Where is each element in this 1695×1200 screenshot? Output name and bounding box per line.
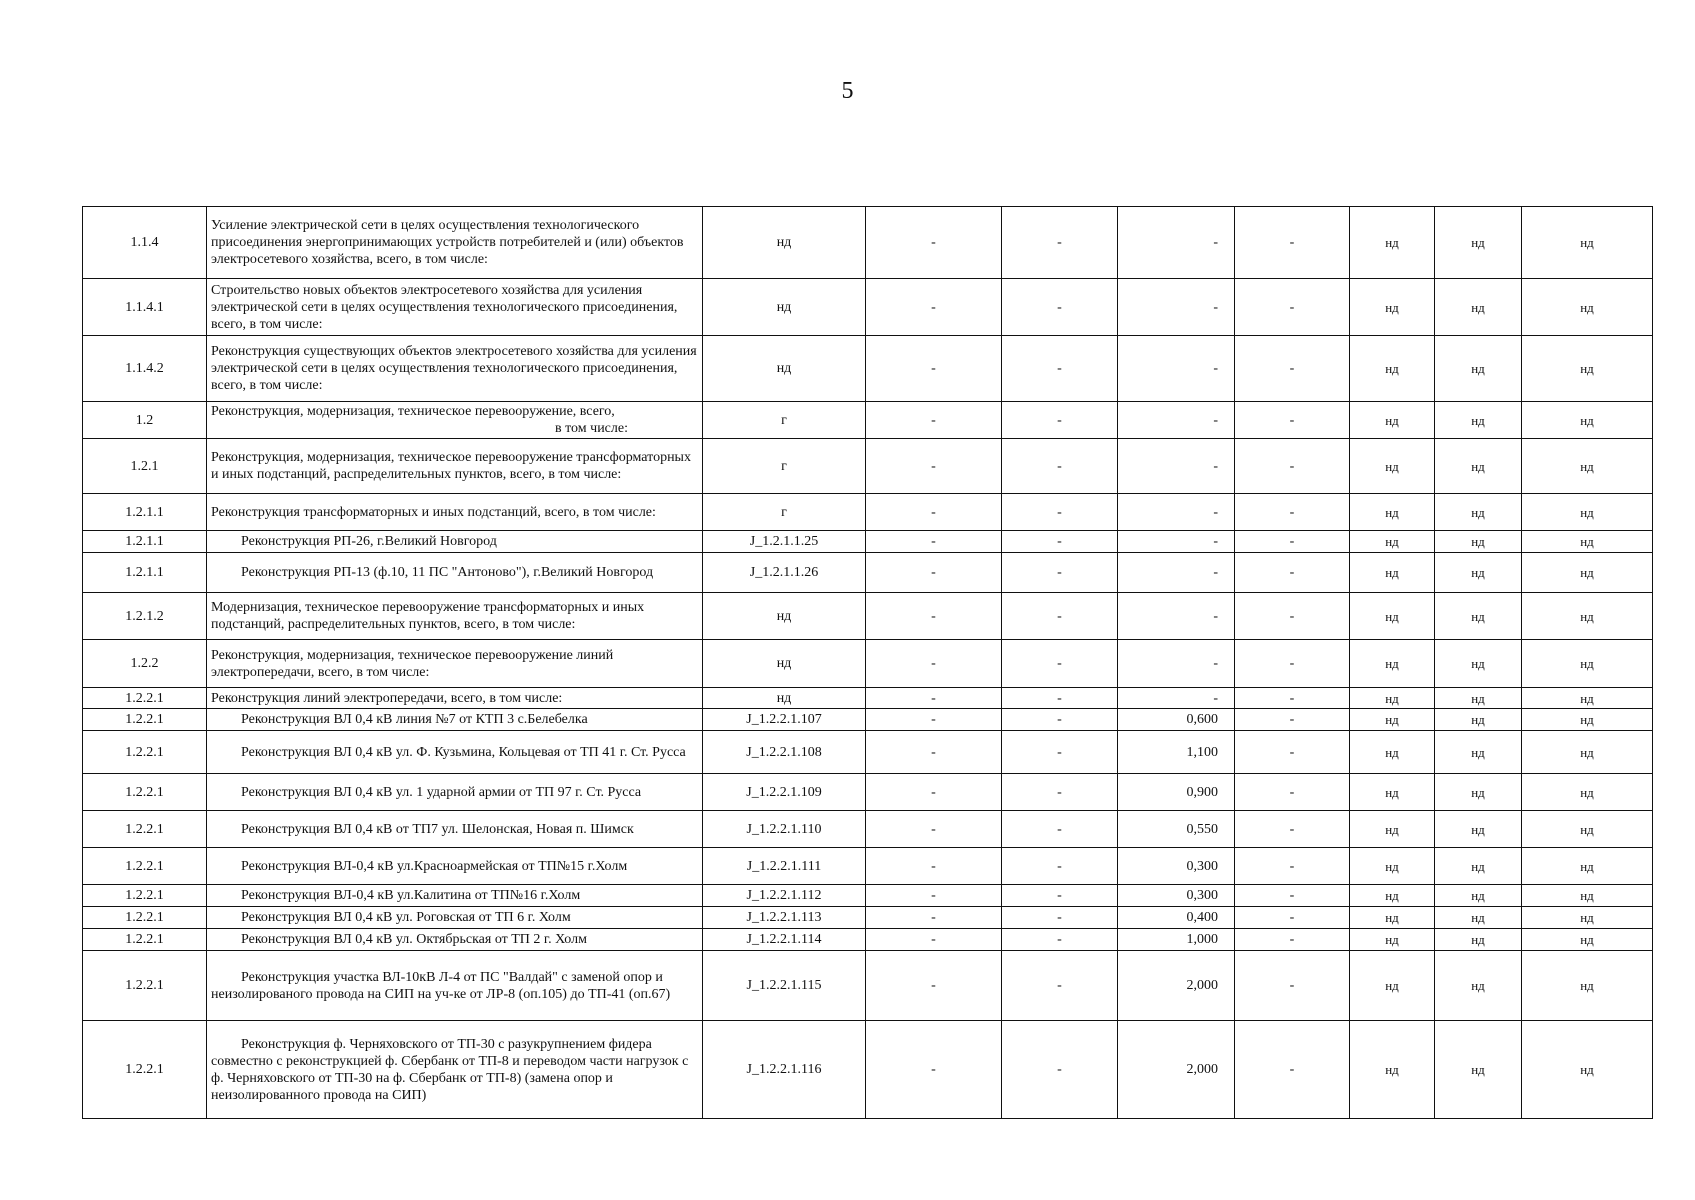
nd-cell-3: нд bbox=[1522, 531, 1653, 553]
nd-cell-1: нд bbox=[1350, 494, 1435, 531]
table-row bbox=[83, 531, 1653, 553]
nd-cell-1: нд bbox=[1350, 907, 1435, 929]
table-row bbox=[83, 731, 1653, 774]
value-cell-3: - bbox=[1118, 593, 1235, 640]
value-cell-1: - bbox=[866, 439, 1002, 494]
table-row bbox=[83, 811, 1653, 848]
value-cell-4: - bbox=[1235, 774, 1350, 811]
value-cell-2: - bbox=[1002, 279, 1118, 336]
nd-cell-1: нд bbox=[1350, 336, 1435, 402]
row-code-cell: J_1.2.2.1.112 bbox=[703, 885, 866, 907]
row-code-cell: нд bbox=[703, 640, 866, 688]
value-cell-1: - bbox=[866, 494, 1002, 531]
value-cell-1: - bbox=[866, 531, 1002, 553]
value-cell-4: - bbox=[1235, 593, 1350, 640]
nd-cell-3: нд bbox=[1522, 885, 1653, 907]
row-name-text: Реконструкция ф. Черняховского от ТП-30 с разукрупнением фидера совместно с реконструкцией ф. Сбербанк от ТП-8 и переводом части нагрузок с ф. Черняховского от ТП-30 на ф. Сбербанк от ТП-8) (замена опор и неизолированного провода на СИП) bbox=[211, 1036, 689, 1103]
value-cell-3: - bbox=[1118, 553, 1235, 593]
row-name-cell bbox=[207, 336, 703, 402]
nd-cell-2: нд bbox=[1435, 593, 1522, 640]
table-row bbox=[83, 929, 1653, 951]
table-row bbox=[83, 336, 1653, 402]
nd-cell-3: нд bbox=[1522, 709, 1653, 731]
value-cell-3: 1,100 bbox=[1118, 731, 1235, 774]
table-row bbox=[83, 688, 1653, 709]
value-cell-3: - bbox=[1118, 207, 1235, 279]
nd-cell-2: нд bbox=[1435, 336, 1522, 402]
value-cell-2: - bbox=[1002, 885, 1118, 907]
row-number-cell: 1.2.2 bbox=[83, 640, 207, 688]
value-cell-1: - bbox=[866, 811, 1002, 848]
value-cell-1: - bbox=[866, 885, 1002, 907]
nd-cell-3: нд bbox=[1522, 640, 1653, 688]
value-cell-2: - bbox=[1002, 907, 1118, 929]
nd-cell-1: нд bbox=[1350, 640, 1435, 688]
nd-cell-2: нд bbox=[1435, 811, 1522, 848]
row-name-text: Реконструкция ВЛ 0,4 кВ ул. 1 ударной армии от ТП 97 г. Ст. Русса bbox=[241, 784, 642, 800]
row-number-cell: 1.2.2.1 bbox=[83, 688, 207, 709]
table-row bbox=[83, 553, 1653, 593]
value-cell-4: - bbox=[1235, 402, 1350, 439]
value-cell-3: 0,300 bbox=[1118, 848, 1235, 885]
row-code-cell: J_1.2.2.1.109 bbox=[703, 774, 866, 811]
row-name-cell bbox=[207, 709, 703, 731]
row-code-cell: нд bbox=[703, 688, 866, 709]
nd-cell-3: нд bbox=[1522, 848, 1653, 885]
nd-cell-3: нд bbox=[1522, 207, 1653, 279]
row-code-cell: J_1.2.1.1.26 bbox=[703, 553, 866, 593]
row-number-cell: 1.2.2.1 bbox=[83, 811, 207, 848]
row-name-text: Реконструкция ВЛ-0,4 кВ ул.Красноармейская от ТП№15 г.Холм bbox=[241, 858, 628, 874]
nd-cell-2: нд bbox=[1435, 951, 1522, 1021]
table-row bbox=[83, 494, 1653, 531]
value-cell-4: - bbox=[1235, 336, 1350, 402]
value-cell-4: - bbox=[1235, 207, 1350, 279]
nd-cell-1: нд bbox=[1350, 207, 1435, 279]
row-code-cell: J_1.2.2.1.107 bbox=[703, 709, 866, 731]
row-name-text: Реконструкция, модернизация, техническое перевооружение трансформаторных и иных подстанций, распределительных пунктов, всего, в том числе: bbox=[211, 450, 691, 482]
nd-cell-2: нд bbox=[1435, 907, 1522, 929]
nd-cell-1: нд bbox=[1350, 688, 1435, 709]
nd-cell-3: нд bbox=[1522, 336, 1653, 402]
table-row bbox=[83, 207, 1653, 279]
row-name-text: Реконструкция ВЛ 0,4 кВ ул. Ф. Кузьмина, Кольцевая от ТП 41 г. Ст. Русса bbox=[241, 744, 686, 760]
row-code-cell: нд bbox=[703, 207, 866, 279]
row-name-cell bbox=[207, 402, 703, 439]
row-name-text: Строительство новых объектов электросетевого хозяйства для усиления электрической сети в целях осуществления технологического присоединения, всего, в том числе: bbox=[211, 282, 678, 332]
value-cell-3: - bbox=[1118, 640, 1235, 688]
nd-cell-3: нд bbox=[1522, 688, 1653, 709]
value-cell-2: - bbox=[1002, 494, 1118, 531]
row-number-cell: 1.2.2.1 bbox=[83, 848, 207, 885]
nd-cell-1: нд bbox=[1350, 553, 1435, 593]
value-cell-4: - bbox=[1235, 1021, 1350, 1119]
value-cell-1: - bbox=[866, 951, 1002, 1021]
nd-cell-1: нд bbox=[1350, 709, 1435, 731]
nd-cell-3: нд bbox=[1522, 907, 1653, 929]
value-cell-2: - bbox=[1002, 439, 1118, 494]
value-cell-3: 0,400 bbox=[1118, 907, 1235, 929]
row-name-cell bbox=[207, 774, 703, 811]
table-row bbox=[83, 774, 1653, 811]
nd-cell-1: нд bbox=[1350, 593, 1435, 640]
row-name-cell bbox=[207, 885, 703, 907]
nd-cell-3: нд bbox=[1522, 929, 1653, 951]
value-cell-3: - bbox=[1118, 336, 1235, 402]
value-cell-2: - bbox=[1002, 207, 1118, 279]
nd-cell-2: нд bbox=[1435, 402, 1522, 439]
row-name-cell bbox=[207, 207, 703, 279]
table-row bbox=[83, 907, 1653, 929]
value-cell-3: 2,000 bbox=[1118, 951, 1235, 1021]
value-cell-2: - bbox=[1002, 848, 1118, 885]
value-cell-3: - bbox=[1118, 688, 1235, 709]
row-name-cell bbox=[207, 688, 703, 709]
value-cell-1: - bbox=[866, 929, 1002, 951]
value-cell-4: - bbox=[1235, 709, 1350, 731]
table-body bbox=[83, 207, 1653, 1119]
table-row bbox=[83, 709, 1653, 731]
value-cell-2: - bbox=[1002, 731, 1118, 774]
row-code-cell: J_1.2.2.1.113 bbox=[703, 907, 866, 929]
row-name-text: Модернизация, техническое перевооружение трансформаторных и иных подстанций, распределительных пунктов, всего, в том числе: bbox=[211, 600, 645, 632]
row-code-cell: J_1.2.2.1.111 bbox=[703, 848, 866, 885]
nd-cell-3: нд bbox=[1522, 774, 1653, 811]
value-cell-4: - bbox=[1235, 279, 1350, 336]
row-name-text: Реконструкция трансформаторных и иных подстанций, всего, в том числе: bbox=[211, 504, 656, 520]
row-number-cell: 1.2.1 bbox=[83, 439, 207, 494]
nd-cell-3: нд bbox=[1522, 494, 1653, 531]
value-cell-2: - bbox=[1002, 951, 1118, 1021]
row-name-cell bbox=[207, 929, 703, 951]
value-cell-3: 2,000 bbox=[1118, 1021, 1235, 1119]
nd-cell-2: нд bbox=[1435, 494, 1522, 531]
row-name-cell bbox=[207, 494, 703, 531]
nd-cell-1: нд bbox=[1350, 951, 1435, 1021]
value-cell-3: - bbox=[1118, 494, 1235, 531]
row-name-cell bbox=[207, 1021, 703, 1119]
row-name-text: Реконструкция линий электропередачи, всего, в том числе: bbox=[211, 690, 563, 706]
row-name-text: Реконструкция существующих объектов электросетевого хозяйства для усиления электрической сети в целях осуществления технологического присоединения, всего, в том числе: bbox=[211, 344, 697, 393]
value-cell-2: - bbox=[1002, 929, 1118, 951]
row-number-cell: 1.2.1.1 bbox=[83, 531, 207, 553]
value-cell-2: - bbox=[1002, 709, 1118, 731]
row-number-cell: 1.2.2.1 bbox=[83, 1021, 207, 1119]
nd-cell-3: нд bbox=[1522, 553, 1653, 593]
nd-cell-3: нд bbox=[1522, 593, 1653, 640]
value-cell-2: - bbox=[1002, 688, 1118, 709]
row-name-cell bbox=[207, 848, 703, 885]
nd-cell-2: нд bbox=[1435, 640, 1522, 688]
row-code-cell: г bbox=[703, 439, 866, 494]
value-cell-3: 0,300 bbox=[1118, 885, 1235, 907]
nd-cell-2: нд bbox=[1435, 929, 1522, 951]
value-cell-1: - bbox=[866, 848, 1002, 885]
row-number-cell: 1.2.2.1 bbox=[83, 907, 207, 929]
value-cell-2: - bbox=[1002, 640, 1118, 688]
row-name-text: Реконструкция РП-13 (ф.10, 11 ПС "Антоново"), г.Великий Новгород bbox=[241, 565, 654, 580]
nd-cell-3: нд bbox=[1522, 731, 1653, 774]
nd-cell-2: нд bbox=[1435, 207, 1522, 279]
row-code-cell: нд bbox=[703, 279, 866, 336]
row-code-cell: J_1.2.1.1.25 bbox=[703, 531, 866, 553]
nd-cell-3: нд bbox=[1522, 1021, 1653, 1119]
row-name-text: Реконструкция РП-26, г.Великий Новгород bbox=[241, 534, 497, 549]
value-cell-1: - bbox=[866, 336, 1002, 402]
nd-cell-1: нд bbox=[1350, 1021, 1435, 1119]
nd-cell-3: нд bbox=[1522, 951, 1653, 1021]
value-cell-4: - bbox=[1235, 553, 1350, 593]
row-name-cell bbox=[207, 811, 703, 848]
value-cell-1: - bbox=[866, 688, 1002, 709]
nd-cell-1: нд bbox=[1350, 929, 1435, 951]
value-cell-2: - bbox=[1002, 553, 1118, 593]
nd-cell-2: нд bbox=[1435, 885, 1522, 907]
value-cell-1: - bbox=[866, 207, 1002, 279]
row-number-cell: 1.2.2.1 bbox=[83, 709, 207, 731]
row-name-cell bbox=[207, 951, 703, 1021]
row-name-text: Реконструкция ВЛ-0,4 кВ ул.Калитина от ТП№16 г.Холм bbox=[241, 888, 581, 903]
value-cell-4: - bbox=[1235, 494, 1350, 531]
table-row bbox=[83, 1021, 1653, 1119]
nd-cell-3: нд bbox=[1522, 279, 1653, 336]
table-row bbox=[83, 951, 1653, 1021]
value-cell-2: - bbox=[1002, 531, 1118, 553]
value-cell-2: - bbox=[1002, 336, 1118, 402]
nd-cell-1: нд bbox=[1350, 731, 1435, 774]
row-name-cell bbox=[207, 439, 703, 494]
value-cell-4: - bbox=[1235, 731, 1350, 774]
value-cell-1: - bbox=[866, 709, 1002, 731]
nd-cell-2: нд bbox=[1435, 774, 1522, 811]
table-row bbox=[83, 279, 1653, 336]
value-cell-1: - bbox=[866, 731, 1002, 774]
value-cell-4: - bbox=[1235, 688, 1350, 709]
row-code-cell: нд bbox=[703, 336, 866, 402]
row-number-cell: 1.2.2.1 bbox=[83, 774, 207, 811]
value-cell-2: - bbox=[1002, 1021, 1118, 1119]
value-cell-3: - bbox=[1118, 439, 1235, 494]
nd-cell-3: нд bbox=[1522, 439, 1653, 494]
value-cell-3: - bbox=[1118, 531, 1235, 553]
nd-cell-2: нд bbox=[1435, 279, 1522, 336]
nd-cell-3: нд bbox=[1522, 811, 1653, 848]
row-code-cell: J_1.2.2.1.108 bbox=[703, 731, 866, 774]
table-row bbox=[83, 402, 1653, 439]
row-name-text: Реконструкция ВЛ 0,4 кВ от ТП7 ул. Шелонская, Новая п. Шимск bbox=[241, 821, 634, 837]
row-name-cell bbox=[207, 907, 703, 929]
nd-cell-1: нд bbox=[1350, 848, 1435, 885]
nd-cell-2: нд bbox=[1435, 439, 1522, 494]
page-number: 5 bbox=[841, 78, 854, 104]
row-code-cell: J_1.2.2.1.115 bbox=[703, 951, 866, 1021]
row-name-cell bbox=[207, 640, 703, 688]
row-code-cell: г bbox=[703, 494, 866, 531]
row-code-cell: нд bbox=[703, 593, 866, 640]
row-number-cell: 1.2.2.1 bbox=[83, 951, 207, 1021]
investment-program-table bbox=[82, 206, 1653, 1119]
row-number-cell: 1.1.4.2 bbox=[83, 336, 207, 402]
nd-cell-2: нд bbox=[1435, 848, 1522, 885]
row-name-cell bbox=[207, 731, 703, 774]
nd-cell-1: нд bbox=[1350, 439, 1435, 494]
table-row bbox=[83, 885, 1653, 907]
row-name-cell bbox=[207, 593, 703, 640]
row-code-cell: J_1.2.2.1.110 bbox=[703, 811, 866, 848]
value-cell-3: 0,900 bbox=[1118, 774, 1235, 811]
row-number-cell: 1.1.4 bbox=[83, 207, 207, 279]
value-cell-4: - bbox=[1235, 439, 1350, 494]
value-cell-4: - bbox=[1235, 929, 1350, 951]
nd-cell-2: нд bbox=[1435, 688, 1522, 709]
value-cell-1: - bbox=[866, 279, 1002, 336]
row-name-cell bbox=[207, 279, 703, 336]
value-cell-1: - bbox=[866, 774, 1002, 811]
value-cell-1: - bbox=[866, 907, 1002, 929]
nd-cell-1: нд bbox=[1350, 885, 1435, 907]
nd-cell-1: нд bbox=[1350, 279, 1435, 336]
row-code-cell: J_1.2.2.1.114 bbox=[703, 929, 866, 951]
row-number-cell: 1.2.2.1 bbox=[83, 731, 207, 774]
table-row bbox=[83, 640, 1653, 688]
value-cell-4: - bbox=[1235, 885, 1350, 907]
value-cell-1: - bbox=[866, 1021, 1002, 1119]
value-cell-2: - bbox=[1002, 402, 1118, 439]
value-cell-2: - bbox=[1002, 811, 1118, 848]
row-name-text: Реконструкция, модернизация, техническое перевооружение, всего, bbox=[211, 404, 615, 419]
table-row bbox=[83, 593, 1653, 640]
table-row bbox=[83, 848, 1653, 885]
value-cell-1: - bbox=[866, 640, 1002, 688]
nd-cell-2: нд bbox=[1435, 709, 1522, 731]
row-number-cell: 1.2.2.1 bbox=[83, 885, 207, 907]
row-name-text: Реконструкция ВЛ 0,4 кВ ул. Роговская от ТП 6 г. Холм bbox=[241, 910, 571, 925]
value-cell-3: 0,550 bbox=[1118, 811, 1235, 848]
nd-cell-1: нд bbox=[1350, 774, 1435, 811]
nd-cell-1: нд bbox=[1350, 811, 1435, 848]
row-code-cell: г bbox=[703, 402, 866, 439]
nd-cell-1: нд bbox=[1350, 402, 1435, 439]
value-cell-4: - bbox=[1235, 951, 1350, 1021]
value-cell-1: - bbox=[866, 553, 1002, 593]
row-number-cell: 1.2.1.1 bbox=[83, 494, 207, 531]
row-name-text: Реконструкция ВЛ 0,4 кВ линия №7 от КТП 3 с.Белебелка bbox=[241, 712, 588, 727]
nd-cell-2: нд bbox=[1435, 1021, 1522, 1119]
row-name-text: Реконструкция участка ВЛ-10кВ Л-4 от ПС "Валдай" с заменой опор и неизолированого провода на СИП на уч-ке от ЛР-8 (оп.105) до ТП-41 (оп.67) bbox=[211, 969, 671, 1002]
value-cell-2: - bbox=[1002, 774, 1118, 811]
value-cell-3: - bbox=[1118, 402, 1235, 439]
row-name-cell bbox=[207, 531, 703, 553]
row-name-text: Реконструкция, модернизация, техническое перевооружение линий электропередачи, всего, в том числе: bbox=[211, 647, 614, 680]
row-number-cell: 1.1.4.1 bbox=[83, 279, 207, 336]
value-cell-4: - bbox=[1235, 907, 1350, 929]
value-cell-4: - bbox=[1235, 811, 1350, 848]
value-cell-4: - bbox=[1235, 848, 1350, 885]
value-cell-3: 1,000 bbox=[1118, 929, 1235, 951]
row-name-cell bbox=[207, 553, 703, 593]
nd-cell-2: нд bbox=[1435, 553, 1522, 593]
value-cell-4: - bbox=[1235, 640, 1350, 688]
nd-cell-2: нд bbox=[1435, 531, 1522, 553]
value-cell-3: - bbox=[1118, 279, 1235, 336]
row-code-cell: J_1.2.2.1.116 bbox=[703, 1021, 866, 1119]
value-cell-4: - bbox=[1235, 531, 1350, 553]
table-row bbox=[83, 439, 1653, 494]
nd-cell-1: нд bbox=[1350, 531, 1435, 553]
row-name-continuation: в том числе: bbox=[555, 421, 628, 436]
row-name-text: Усиление электрической сети в целях осуществления технологического присоединения энергопринимающих устройств потребителей и (или) объектов электросетевого хозяйства, всего, в том числе: bbox=[211, 218, 684, 267]
nd-cell-2: нд bbox=[1435, 731, 1522, 774]
row-number-cell: 1.2 bbox=[83, 402, 207, 439]
value-cell-1: - bbox=[866, 593, 1002, 640]
value-cell-3: 0,600 bbox=[1118, 709, 1235, 731]
row-number-cell: 1.2.2.1 bbox=[83, 929, 207, 951]
row-number-cell: 1.2.1.1 bbox=[83, 553, 207, 593]
nd-cell-3: нд bbox=[1522, 402, 1653, 439]
row-name-text: Реконструкция ВЛ 0,4 кВ ул. Октябрьская от ТП 2 г. Холм bbox=[241, 932, 587, 947]
row-number-cell: 1.2.1.2 bbox=[83, 593, 207, 640]
value-cell-2: - bbox=[1002, 593, 1118, 640]
value-cell-1: - bbox=[866, 402, 1002, 439]
